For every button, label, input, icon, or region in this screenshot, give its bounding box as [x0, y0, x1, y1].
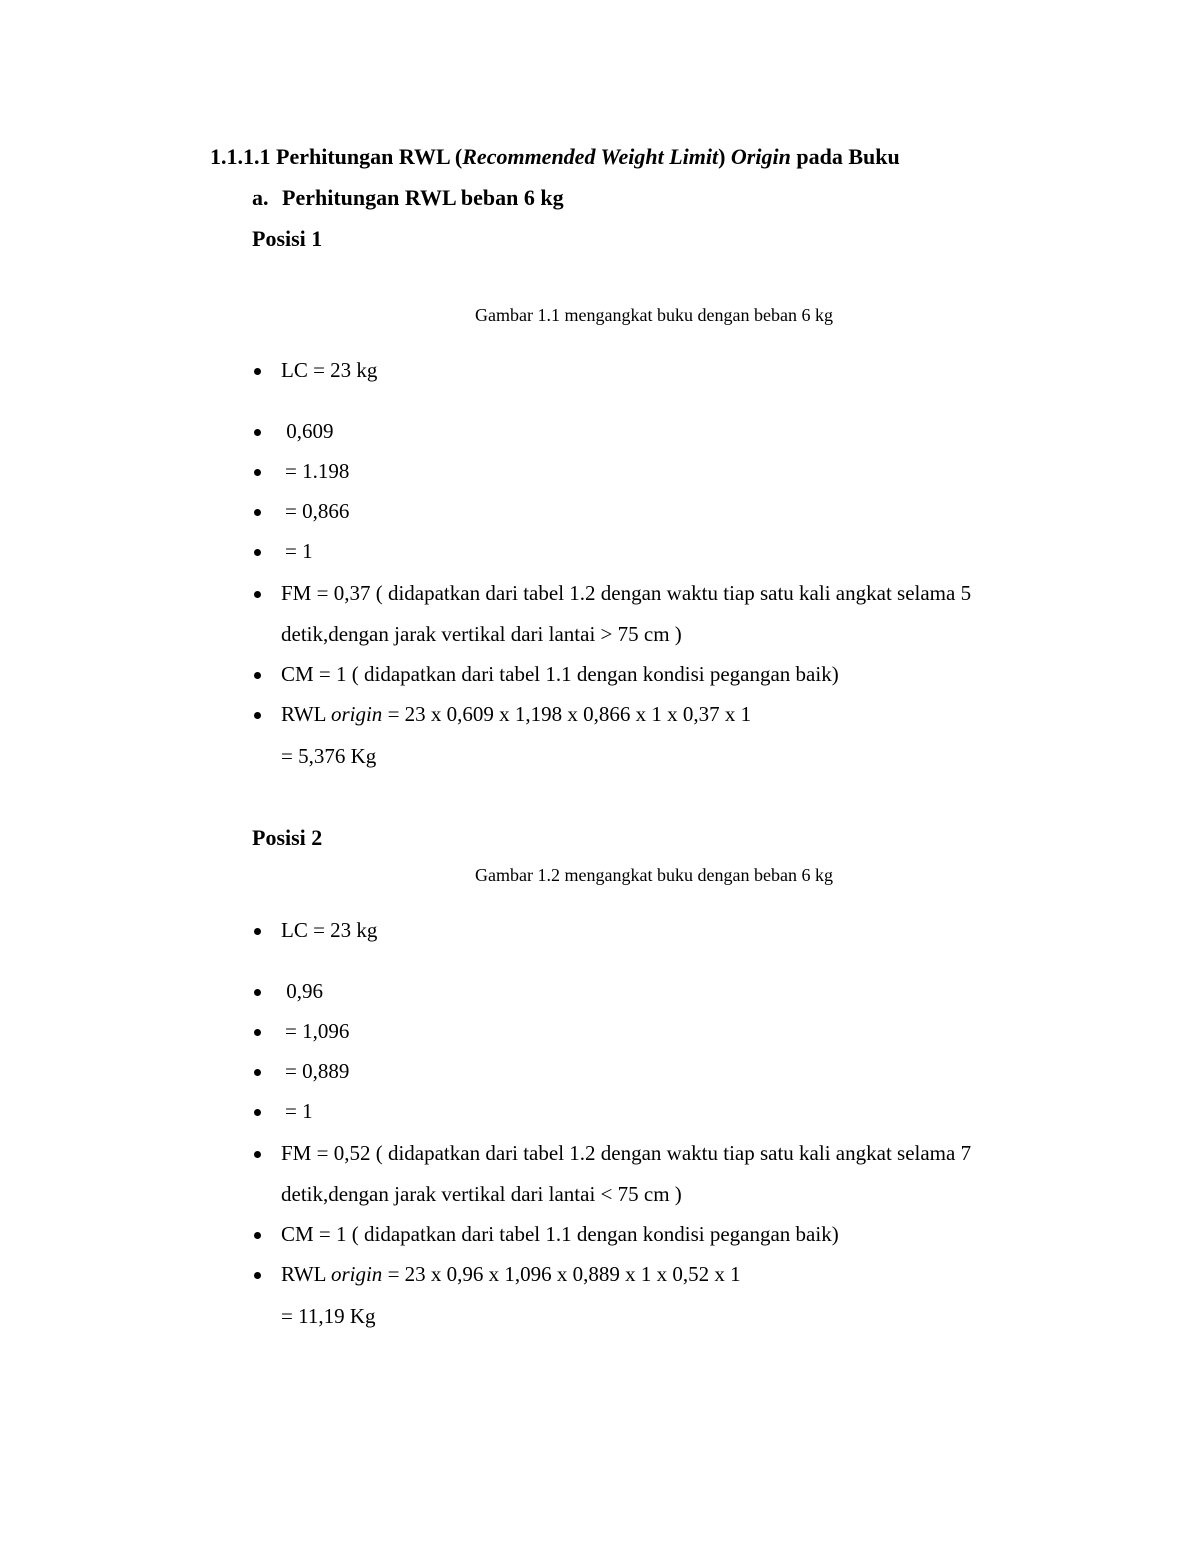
bullet-icon	[254, 1109, 261, 1116]
list-item-vm: = 1.198	[285, 459, 350, 483]
section-heading	[210, 144, 900, 170]
bullet-icon	[254, 1272, 261, 1279]
list-item-dm: = 0,889	[285, 1059, 350, 1083]
bullet-icon	[254, 1069, 261, 1076]
bullet-icon	[254, 549, 261, 556]
list-item-dm: = 0,866	[285, 499, 350, 523]
list-item-vm: = 1,096	[285, 1019, 350, 1043]
bullet-icon	[254, 368, 261, 375]
list-item-rwl	[281, 1262, 741, 1287]
list-item-rwl	[281, 702, 751, 727]
section-title-italic: Recommended Weight Limit	[462, 144, 719, 169]
bullet-icon	[254, 1232, 261, 1239]
section-number: 1.1.1.1	[210, 144, 271, 169]
rwl-italic: origin	[330, 702, 383, 726]
rwl-result: = 11,19 Kg	[281, 1304, 376, 1328]
bullet-icon	[254, 672, 261, 679]
section-title-mid: )	[718, 144, 731, 169]
position-2-heading: Posisi 2	[252, 825, 323, 850]
bullet-icon	[254, 469, 261, 476]
list-item-fm-line1: FM = 0,52 ( didapatkan dari tabel 1.2 dengan waktu tiap satu kali angkat selama 7	[281, 1141, 972, 1165]
list-item-cm: CM = 1 ( didapatkan dari tabel 1.1 dengan kondisi pegangan baik)	[281, 662, 839, 686]
list-item-cm: CM = 1 ( didapatkan dari tabel 1.1 dengan kondisi pegangan baik)	[281, 1222, 839, 1246]
rwl-prefix: RWL	[281, 702, 331, 726]
subsection-title: Perhitungan RWL beban 6 kg	[282, 185, 564, 210]
rwl-italic: origin	[330, 1262, 383, 1286]
rwl-prefix: RWL	[281, 1262, 331, 1286]
list-item-hm: 0,609	[281, 419, 334, 443]
bullet-icon	[254, 712, 261, 719]
subsection-heading	[252, 185, 564, 211]
section-title-pre: Perhitungan RWL (	[276, 144, 463, 169]
bullet-icon	[254, 1029, 261, 1036]
subsection-marker: a.	[252, 185, 269, 210]
list-item-lc: LC = 23 kg	[281, 358, 378, 382]
bullet-icon	[254, 928, 261, 935]
position-1-figure-caption: Gambar 1.1 mengangkat buku dengan beban 6 kg	[475, 305, 833, 325]
list-item-lc: LC = 23 kg	[281, 918, 378, 942]
rwl-formula: = 23 x 0,609 x 1,198 x 0,866 x 1 x 0,37 x 1	[382, 702, 752, 726]
rwl-formula: = 23 x 0,96 x 1,096 x 0,889 x 1 x 0,52 x 1	[382, 1262, 741, 1286]
list-item-fm-line1: FM = 0,37 ( didapatkan dari tabel 1.2 dengan waktu tiap satu kali angkat selama 5	[281, 581, 972, 605]
list-item-am: = 1	[285, 1099, 313, 1123]
bullet-icon	[254, 1151, 261, 1158]
section-title-post: pada Buku	[790, 144, 900, 169]
bullet-icon	[254, 429, 261, 436]
list-item-fm-line2: detik,dengan jarak vertikal dari lantai < 75 cm )	[281, 1182, 682, 1206]
bullet-icon	[254, 509, 261, 516]
position-2-figure-caption: Gambar 1.2 mengangkat buku dengan beban 6 kg	[475, 865, 833, 885]
list-item-fm-line2: detik,dengan jarak vertikal dari lantai > 75 cm )	[281, 622, 682, 646]
rwl-result: = 5,376 Kg	[281, 744, 377, 768]
list-item-am: = 1	[285, 539, 313, 563]
section-title-italic2: Origin	[730, 144, 791, 169]
position-1-heading: Posisi 1	[252, 226, 323, 251]
list-item-hm: 0,96	[281, 979, 323, 1003]
bullet-icon	[254, 989, 261, 996]
bullet-icon	[254, 591, 261, 598]
